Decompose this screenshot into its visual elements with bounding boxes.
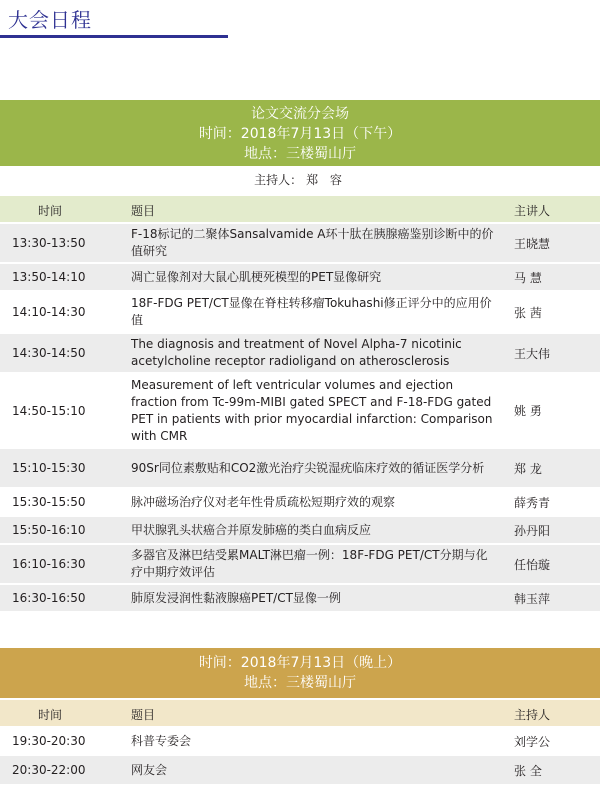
schedule-row [0, 449, 600, 487]
row-speaker: 王晓慧 [514, 236, 551, 251]
row-topic: 甲状腺乳头状癌合并原发肺癌的类白血病反应 [131, 522, 372, 537]
schedule-row [0, 728, 600, 754]
evening-column-header [0, 700, 600, 726]
row-time: 16:30-16:50 [12, 591, 86, 605]
row-time: 15:10-15:30 [12, 461, 86, 475]
row-time: 16:10-16:30 [12, 557, 86, 571]
schedule-row [0, 517, 600, 543]
host-label: 主持人： [254, 173, 303, 187]
row-speaker: 王大伟 [514, 346, 551, 361]
schedule-row [0, 489, 600, 515]
schedule-row [0, 292, 600, 332]
row-speaker: 韩玉萍 [514, 591, 551, 606]
schedule-row [0, 334, 600, 372]
row-time: 14:10-14:30 [12, 305, 86, 319]
row-topic: 凋亡显像剂对大鼠心肌梗死模型的PET显像研究 [131, 269, 382, 284]
column-host: 主持人 [514, 708, 551, 722]
row-time: 14:50-15:10 [12, 403, 86, 418]
row-topic: 90Sr同位素敷贴和CO2激光治疗尖锐湿疣临床疗效的循证医学分析 [131, 460, 485, 475]
row-topic: The diagnosis and treatment of Novel Alpha-7 nicotinic acetylcholine receptor radioligand on atherosclerosis [131, 337, 462, 368]
row-time: 14:30-14:50 [12, 346, 86, 360]
schedule-row [0, 756, 600, 784]
row-time: 15:30-15:50 [12, 495, 86, 509]
row-speaker: 姚 勇 [514, 404, 542, 418]
row-speaker: 刘学公 [514, 734, 551, 749]
schedule-row [0, 545, 600, 583]
row-topic: 网友会 [131, 762, 168, 777]
page-header [0, 0, 600, 40]
row-time: 20:30-22:00 [12, 763, 86, 777]
row-time: 13:30-13:50 [12, 236, 86, 250]
row-speaker: 孙丹阳 [514, 523, 551, 538]
row-time: 19:30-20:30 [12, 734, 86, 748]
row-time: 13:50-14:10 [12, 270, 86, 284]
row-speaker: 张 茜 [514, 305, 542, 320]
column-time: 时间 [38, 708, 63, 722]
session-time: 时间：2018年7月13日（下午） [198, 126, 402, 142]
session-time: 时间：2018年7月13日（晚上） [198, 655, 402, 671]
page-title: 大会日程 [8, 8, 92, 32]
session-location: 地点：三楼蜀山厅 [244, 146, 356, 162]
afternoon-session-banner [0, 100, 600, 166]
schedule-row [0, 224, 600, 262]
row-topic: 科普专委会 [131, 733, 192, 748]
schedule-row [0, 264, 600, 290]
column-time: 时间 [38, 204, 63, 218]
session-name: 论文交流分会场 [251, 106, 349, 122]
title-underline [0, 35, 228, 38]
host-row [0, 166, 600, 194]
row-speaker: 马 慧 [514, 270, 542, 285]
afternoon-column-header [0, 196, 600, 222]
column-topic: 题目 [131, 204, 156, 218]
row-speaker: 薛秀青 [514, 495, 551, 510]
row-speaker: 郑 龙 [514, 461, 542, 476]
session-location: 地点：三楼蜀山厅 [244, 675, 356, 691]
row-speaker: 张 全 [514, 763, 542, 778]
schedule-row [0, 374, 600, 447]
column-topic: 题目 [131, 708, 156, 722]
row-topic: F-18标记的二聚体Sansalvamide A环十肽在胰腺癌鉴别诊断中的价值研究 [131, 227, 494, 258]
evening-session-banner [0, 648, 600, 698]
afternoon-schedule [0, 224, 600, 611]
evening-schedule [0, 728, 600, 784]
schedule-row [0, 585, 600, 611]
row-speaker: 任怡璇 [514, 557, 551, 572]
column-speaker: 主讲人 [514, 204, 551, 218]
row-topic: 18F-FDG PET/CT显像在脊柱转移瘤Tokuhashi修正评分中的应用价值 [131, 296, 492, 327]
row-topic: 多器官及淋巴结受累MALT淋巴瘤一例：18F-FDG PET/CT分期与化疗中期疗效评估 [131, 548, 488, 579]
row-topic: 脉冲磁场治疗仪对老年性骨质疏松短期疗效的观察 [131, 494, 396, 509]
row-topic: 肺原发浸润性黏液腺癌PET/CT显像一例 [131, 590, 341, 605]
row-topic: Measurement of left ventricular volumes and ejection fraction from Tc-99m-MIBI gated SPECT and F-18-FDG gated PET in patients with prior myocardial infarction: Comparison with CMR [131, 377, 493, 443]
host-name: 郑 容 [306, 173, 346, 187]
row-time: 15:50-16:10 [12, 523, 86, 537]
